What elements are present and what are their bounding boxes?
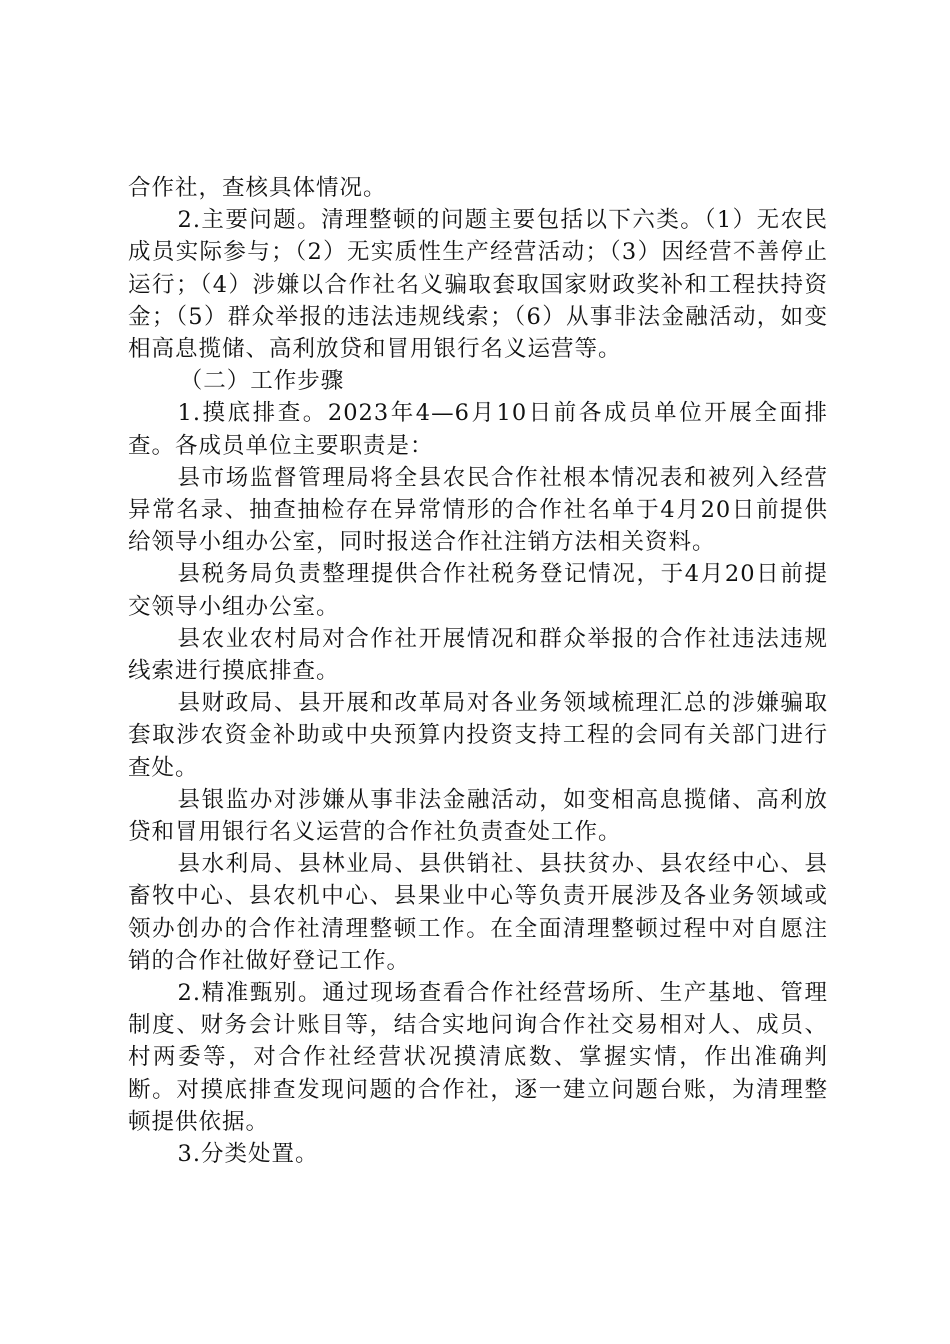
document-body — [128, 172, 828, 1170]
paragraph-classified-disposal: 3.分类处置。 — [177, 1141, 319, 1168]
section-heading-work-steps: （二）工作步骤 — [179, 368, 345, 395]
paragraph-market-supervision: 县市场监督管理局将全县农民合作社根本情况表和被列入经营异常名录、抽查抽检存在异常情形的合作社名单于4月20日前提供给领导小组办公室，同时报送合作社注销方法相关资料。 — [128, 464, 828, 556]
paragraph-investigation: 1.摸底排查。2023年4—6月10日前各成员单位开展全面排查。各成员单位主要职责是： — [128, 400, 828, 459]
paragraph-main-problems: 2.主要问题。清理整顿的问题主要包括以下六类。（1）无农民成员实际参与；（2）无实质性生产经营活动；（3）因经营不善停止运行；（4）涉嫌以合作社名义骗取套取国家财政奖补和工程扶持资金；（5）群众举报的违法违规线索；（6）从事非法金融活动，如变相高息揽储、高利放贷和冒用银行名义运营等。 — [128, 207, 828, 363]
paragraph-other-departments: 县水利局、县林业局、县供销社、县扶贫办、县农经中心、县畜牧中心、县农机中心、县果业中心等负责开展涉及各业务领域或领办创办的合作社清理整顿工作。在全面清理整顿过程中对自愿注销的合作社做好登记工作。 — [128, 851, 828, 974]
paragraph-tax-bureau: 县税务局负责整理提供合作社税务登记情况，于4月20日前提交领导小组办公室。 — [128, 561, 828, 620]
paragraph-precise-identification: 2.精准甄别。通过现场查看合作社经营场所、生产基地、管理制度、财务会计账目等，结合实地问询合作社交易相对人、成员、村两委等，对合作社经营状况摸清底数、掌握实情，作出准确判断。对摸底排查发现问题的合作社，逐一建立问题台账，为清理整顿提供依据。 — [128, 980, 828, 1135]
paragraph-continuation: 合作社，查核具体情况。 — [128, 175, 387, 201]
paragraph-agriculture-bureau: 县农业农村局对合作社开展情况和群众举报的合作社违法违规线索进行摸底排查。 — [128, 625, 828, 685]
paragraph-finance-bureau: 县财政局、县开展和改革局对各业务领域梳理汇总的涉嫌骗取套取涉农资金补助或中央预算内投资支持工程的会同有关部门进行查处。 — [128, 690, 828, 781]
paragraph-banking-office: 县银监办对涉嫌从事非法金融活动，如变相高息揽储、高利放贷和冒用银行名义运营的合作社负责查处工作。 — [128, 786, 828, 846]
